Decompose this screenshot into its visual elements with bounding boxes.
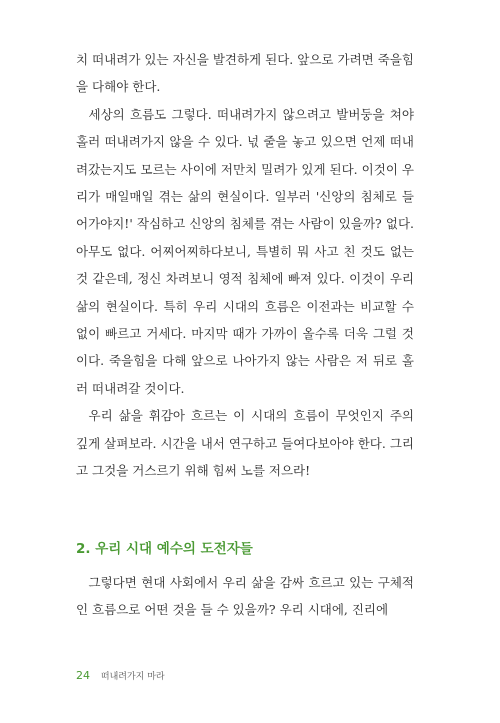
page-number: 24 [76,669,90,682]
paragraph: 우리 삶을 휘감아 흐르는 이 시대의 흐름이 무엇인지 주의 깊게 살펴보라. 시간을 내서 연구하고 들여다보아야 한다. 그리고 그것을 거스르기 위해 힘써 노를 저으라! [76,408,414,479]
page-footer [76,669,165,684]
section-heading: 2. 우리 시대 예수의 도전자들 [76,541,253,557]
paragraph-continuation: 치 떠내려가 있는 자신을 발견하게 된다. 앞으로 가려면 죽을힘을 다해야 한다. [76,52,414,95]
body-text-top [76,46,414,485]
paragraph: 세상의 흐름도 그렇다. 떠내려가지 않으려고 발버둥을 쳐야 홀러 떠내려가지 않을 수 있다. 넋 줄을 놓고 있으면 언제 떠내려갔는지도 모르는 사이에 저만치 밀려가 있게 된다. 이것이 우리가 매일매일 겪는 삶의 현실이다. 일부러 '신앙의 침체로 들어가야지!' 작심하고 신앙의 침체를 겪는 사람이 있을까? 없다. 아무도 없다. 어찌어찌하다보니, 특별히 뭐 사고 친 것도 없는 것 같은데, 정신 차려보니 영적 침체에 빠져 있다. 이것이 우리 삶의 현실이다. 특히 우리 시대의 흐름은 이전과는 비교할 수 없이 빠르고 거세다. 마지막 때가 가까이 올수록 더욱 그럴 것이다. 죽을힘을 다해 앞으로 나아가지 않는 사람은 저 뒤로 홀러 떠내려갈 것이다. [76,106,414,396]
paragraph: 그렇다면 현대 사회에서 우리 삶을 감싸 흐르고 있는 구체적인 흐름으로 어떤 것을 들 수 있을까? 우리 시대에, 진리에 [76,575,414,618]
running-title: 떠내려가지 마라 [100,672,165,682]
body-text-bottom [76,569,414,624]
